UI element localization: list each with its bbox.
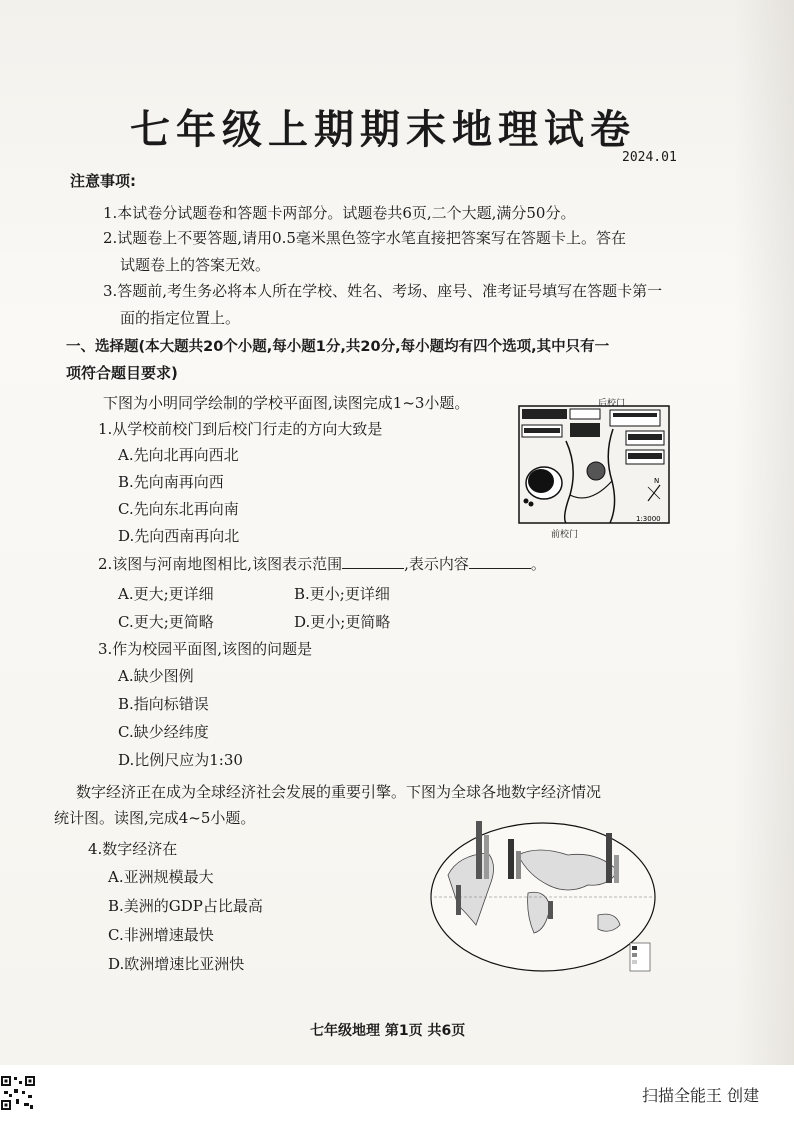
section1-heading: 一、选择题(本大题共20个小题,每小题1分,共20分,每小题均有四个选项,其中只有一 [66, 339, 610, 355]
intro-q4-5-cont: 统计图。读图,完成4~5小题。 [54, 809, 256, 827]
q4-option-b: B.美洲的GDP占比最高 [108, 897, 263, 915]
q3-option-d: D.比例尺应为1:30 [118, 751, 243, 769]
q1-option-d: D.先向西南再向北 [118, 527, 240, 545]
q2-blank-1 [342, 554, 404, 569]
q1-option-b: B.先向南再向西 [118, 473, 224, 491]
notice-item-3: 3.答题前,考生务必将本人所在学校、姓名、考场、座号、准考证号填写在答题卡第一 [103, 282, 663, 300]
north-label: N [654, 477, 660, 485]
scanner-brand-text: 扫描全能王 创建 [642, 1086, 760, 1105]
notice-item-2: 2.试题卷上不要答题,请用0.5毫米黑色签字水笔直接把答案写在答题卡上。答在 [103, 229, 626, 247]
q4-stem: 4.数字经济在 [88, 840, 178, 858]
exam-title: 七年级上期期末地理试卷 [130, 107, 636, 153]
q3-option-a: A.缺少图例 [118, 667, 194, 685]
exam-date: 2024.01 [622, 150, 677, 165]
notice-item-3-cont: 面的指定位置上。 [120, 309, 241, 327]
q2-option-d: D.更小;更简略 [294, 613, 391, 631]
q2-option-c: C.更大;更简略 [118, 613, 214, 631]
q3-stem: 3.作为校园平面图,该图的问题是 [98, 640, 313, 658]
q1-option-c: C.先向东北再向南 [118, 500, 239, 518]
intro-q4-5: 数字经济正在成为全球经济社会发展的重要引擎。下图为全球各地数字经济情况 [76, 783, 602, 801]
back-gate-label: 后校门 [598, 399, 626, 409]
school-plan-map [518, 405, 670, 527]
q2-option-a: A.更大;更详细 [118, 585, 214, 603]
q2-stem-part-a: 2.该图与河南地图相比,该图表示范围 [98, 555, 343, 573]
section1-heading-cont: 项符合题目要求) [66, 364, 178, 382]
q1-stem: 1.从学校前校门到后校门行走的方向大致是 [98, 420, 383, 438]
q4-option-a: A.亚洲规模最大 [108, 868, 214, 886]
notice-item-1: 1.本试卷分试题卷和答题卡两部分。试题卷共6页,二个大题,满分50分。 [103, 204, 576, 222]
q4-option-d: D.欧洲增速比亚洲快 [108, 955, 245, 973]
q2-stem-part-b: ,表示内容 [404, 555, 469, 573]
scale-label: 1:3000 [636, 515, 661, 523]
q4-option-c: C.非洲增速最快 [108, 926, 214, 944]
notice-heading: 注意事项: [70, 172, 136, 190]
qr-code-icon [0, 1075, 36, 1111]
notice-item-2-cont: 试题卷上的答案无效。 [120, 256, 271, 274]
page-shadow [734, 0, 794, 1065]
intro-q1-3: 下图为小明同学绘制的学校平面图,读图完成1~3小题。 [103, 394, 470, 412]
front-gate-label: 前校门 [551, 530, 579, 540]
page-footer: 七年级地理 第1页 共6页 [310, 1023, 466, 1039]
q2-stem [98, 553, 546, 575]
q2-option-b: B.更小;更详细 [294, 585, 390, 603]
q2-blank-2 [469, 554, 531, 569]
q3-option-c: C.缺少经纬度 [118, 723, 209, 741]
q3-option-b: B.指向标错误 [118, 695, 209, 713]
q1-option-a: A.先向北再向西北 [118, 446, 239, 464]
world-digital-economy-map [428, 815, 658, 975]
q2-stem-part-c: 。 [530, 555, 546, 573]
